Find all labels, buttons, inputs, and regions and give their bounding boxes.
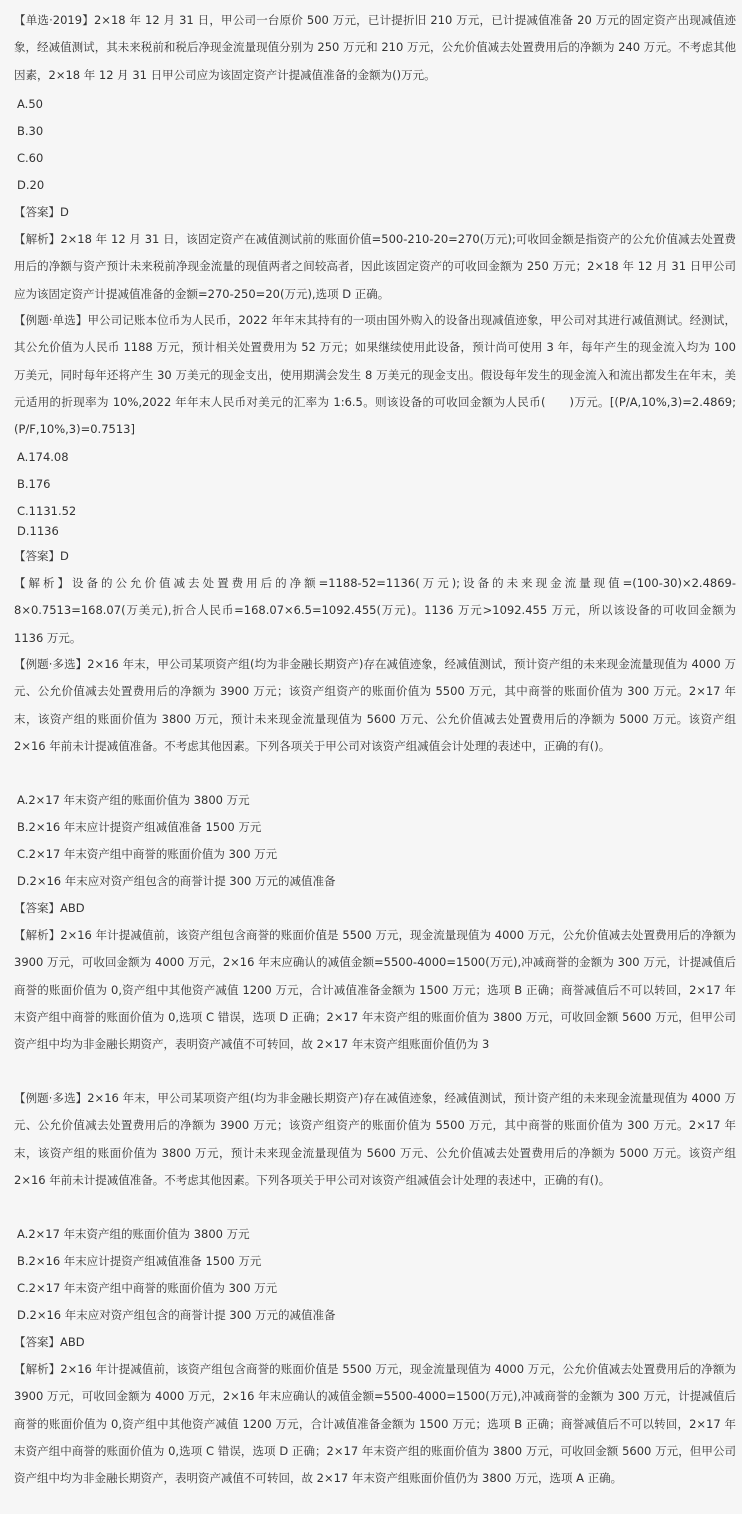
question-1-option-a: A.50 bbox=[17, 97, 43, 111]
question-4-answer: 【答案】ABD bbox=[14, 1335, 85, 1349]
question-1-option-b: B.30 bbox=[17, 124, 44, 138]
question-2-option-c: C.1131.52 bbox=[17, 504, 77, 518]
question-1-answer: 【答案】D bbox=[14, 205, 69, 219]
question-4-option-c: C.2×17 年末资产组中商誉的账面价值为 300 万元 bbox=[17, 1281, 278, 1295]
question-1-option-d: D.20 bbox=[17, 178, 45, 192]
question-4-option-a: A.2×17 年末资产组的账面价值为 3800 万元 bbox=[17, 1227, 250, 1241]
question-3-option-d: D.2×16 年末应对资产组包含的商誉计提 300 万元的减值准备 bbox=[17, 874, 336, 888]
question-3-option-a: A.2×17 年末资产组的账面价值为 3800 万元 bbox=[17, 793, 250, 807]
question-2-answer: 【答案】D bbox=[14, 549, 69, 563]
question-3-option-c: C.2×17 年末资产组中商誉的账面价值为 300 万元 bbox=[17, 847, 278, 861]
question-4-option-d: D.2×16 年末应对资产组包含的商誉计提 300 万元的减值准备 bbox=[17, 1308, 336, 1322]
question-2-option-a: A.174.08 bbox=[17, 450, 69, 464]
question-4-stem: 【例题·多选】2×16 年末，甲公司某项资产组(均为非金融长期资产)存在减值迹象，经减值测试，预计资产组的未来现金流量现值为 4000 万元、公允价值减去处置费用后的净额为 3900 万元；该资产组资产的账面价值为 5500 万元，其中商誉的账面价值为 300 万元。2×17 年末，该资产组的账面价值为 3800 万元，预计未来现金流量现值为 5600 万元、公允价值减去处置费用后的净额为 5000 万元。该资产组 2×16 年前未计提减值准备。不考虑其他因素。下列各项关于甲公司对该资产组减值会计处理的表述中，正确的有()。 bbox=[14, 1091, 736, 1187]
question-4-option-b: B.2×16 年末应计提资产组减值准备 1500 万元 bbox=[17, 1254, 262, 1268]
question-2-option-b: B.176 bbox=[17, 477, 51, 491]
question-3-option-b: B.2×16 年末应计提资产组减值准备 1500 万元 bbox=[17, 820, 262, 834]
question-3-analysis: 【解析】2×16 年计提减值前，该资产组包含商誉的账面价值是 5500 万元，现金流量现值为 4000 万元，公允价值减去处置费用后的净额为 3900 万元，可收回金额为 4000 万元，2×16 年末应确认的减值金额=5500-4000=1500(万元),冲减商誉的金额为 300 万元，计提减值后商誉的账面价值为 0,资产组中其他资产减值 1200 万元，合计减值准备金额为 1500 万元；选项 B 正确；商誉减值后不可以转回，2×17 年末资产组中商誉的账面价值为 0,选项 C 错误，选项 D 正确；2×17 年末资产组的账面价值为 3800 万元，可收回金额 5600 万元，但甲公司资产组中均为非金融长期资产，表明资产减值不可转回，故 2×17 年末资产组账面价值仍为 3 bbox=[14, 928, 736, 1052]
question-4-analysis: 【解析】2×16 年计提减值前，该资产组包含商誉的账面价值是 5500 万元，现金流量现值为 4000 万元，公允价值减去处置费用后的净额为 3900 万元，可收回金额为 4000 万元，2×16 年末应确认的减值金额=5500-4000=1500(万元),冲减商誉的金额为 300 万元，计提减值后商誉的账面价值为 0,资产组中其他资产减值 1200 万元，合计减值准备金额为 1500 万元；选项 B 正确；商誉减值后不可以转回，2×17 年末资产组中商誉的账面价值为 0,选项 C 错误，选项 D 正确；2×17 年末资产组的账面价值为 3800 万元，可收回金额 5600 万元，但甲公司资产组中均为非金融长期资产，表明资产减值不可转回，故 2×17 年末资产组账面价值仍为 3800 万元，选项 A 正确。 bbox=[14, 1362, 736, 1486]
question-2-option-d: D.1136 bbox=[17, 524, 59, 538]
question-2-analysis: 【解析】设备的公允价值减去处置费用后的净额=1188-52=1136(万元);设备的未来现金流量现值=(100-30)×2.4869-8×0.7513=168.07(万美元),折合人民币=168.07×6.5=1092.455(万元)。1136 万元>1092.455 万元，所以该设备的可收回金额为 1136 万元。 bbox=[14, 576, 736, 645]
question-3-stem: 【例题·多选】2×16 年末，甲公司某项资产组(均为非金融长期资产)存在减值迹象，经减值测试，预计资产组的未来现金流量现值为 4000 万元、公允价值减去处置费用后的净额为 3900 万元；该资产组资产的账面价值为 5500 万元，其中商誉的账面价值为 300 万元。2×17 年末，该资产组的账面价值为 3800 万元，预计未来现金流量现值为 5600 万元、公允价值减去处置费用后的净额为 5000 万元。该资产组 2×16 年前未计提减值准备。不考虑其他因素。下列各项关于甲公司对该资产组减值会计处理的表述中，正确的有()。 bbox=[14, 657, 736, 753]
question-1-analysis: 【解析】2×18 年 12 月 31 日，该固定资产在减值测试前的账面价值=500-210-20=270(万元);可收回金额是指资产的公允价值减去处置费用后的净额与资产预计未来税前净现金流量的现值两者之间较高者，因此该固定资产的可收回金额为 250 万元；2×18 年 12 月 31 日甲公司应为该固定资产计提减值准备的金额=270-250=20(万元),选项 D 正确。 bbox=[14, 232, 736, 301]
question-3-answer: 【答案】ABD bbox=[14, 901, 85, 915]
question-1-stem: 【单选·2019】2×18 年 12 月 31 日，甲公司一台原价 500 万元，已计提折旧 210 万元，已计提减值准备 20 万元的固定资产出现减值迹象，经减值测试，其未来税前和税后净现金流量现值分别为 250 万元和 210 万元，公允价值减去处置费用后的净额为 240 万元。不考虑其他因素，2×18 年 12 月 31 日甲公司应为该固定资产计提减值准备的金额为()万元。 bbox=[14, 13, 736, 82]
question-2-stem: 【例题·单选】甲公司记账本位币为人民币，2022 年年末其持有的一项由国外购入的设备出现减值迹象，甲公司对其进行减值测试。经测试，其公允价值为人民币 1188 万元，预计相关处置费用为 52 万元；如果继续使用此设备，预计尚可使用 3 年，每年产生的现金流入均为 100 万美元，同时每年还将产生 30 万美元的现金支出，使用期满会发生 8 万美元的现金支出。假设每年发生的现金流入和流出都发生在年末，美元适用的折现率为 10%,2022 年年末人民币对美元的汇率为 1:6.5。则该设备的可收回金额为人民币( )万元。[(P/A,10%,3)=2.4869;(P/F,10%,3)=0.7513] bbox=[14, 313, 736, 437]
question-1-option-c: C.60 bbox=[17, 151, 44, 165]
